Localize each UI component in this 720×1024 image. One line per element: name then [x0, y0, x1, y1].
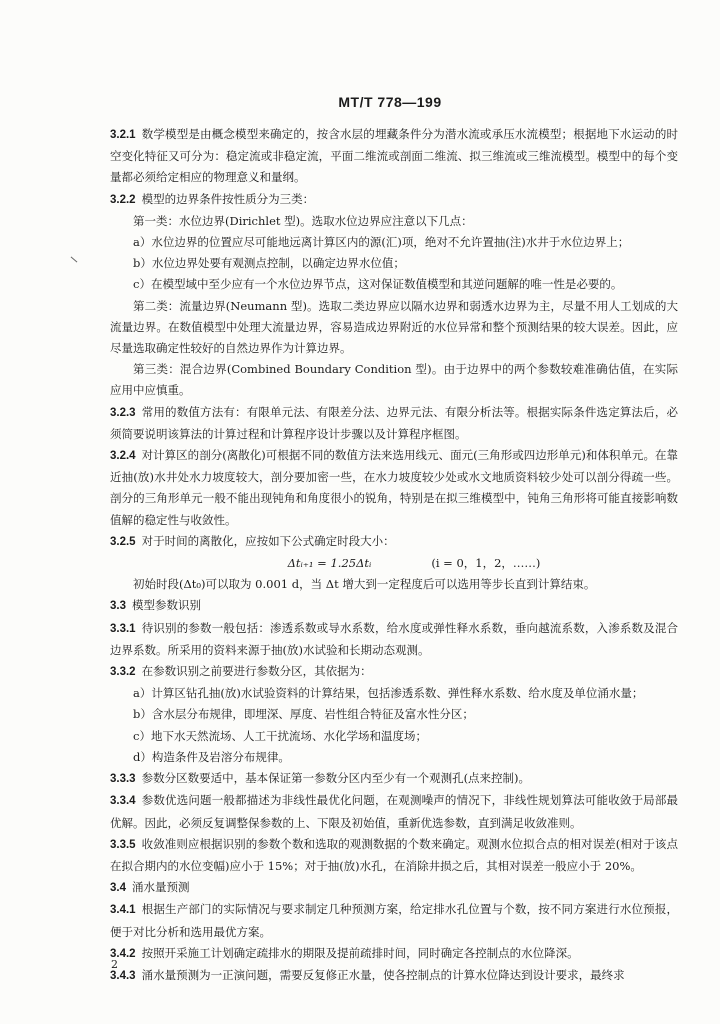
paragraph-text: 模型的边界条件按性质分为三类： [141, 191, 315, 206]
paragraph-text: 涌水量预测为一正演问题，需要反复修正水量，使各控制点的计算水位降达到设计要求，最终求 [141, 967, 625, 982]
clause-number: 3.3.5 [110, 838, 136, 851]
paragraph [110, 253, 678, 274]
clause-number: 3.2.1 [110, 129, 136, 141]
paragraph [110, 232, 678, 253]
paragraph-text: a）水位边界的位置应尽可能地远离计算区内的源(汇)项，绝对不允许置抽(注)水井于水位边界上； [133, 235, 630, 250]
paragraph [110, 683, 678, 704]
paragraph-text: c）在模型域中至少应有一个水位边界节点，这对保证数值模型和其逆问题解的唯一性是必要的。 [133, 277, 623, 292]
paragraph [110, 965, 678, 987]
paragraph-text: 按照开采施工计划确定疏排水的期限及提前疏排时间，同时确定各控制点的水位降深。 [141, 945, 579, 960]
paragraph-text: c）地下水天然流场、人工干扰流场、水化学场和温度场； [133, 728, 427, 743]
page-header [0, 92, 720, 111]
paragraph [110, 359, 678, 401]
clause-number: 3.3.2 [110, 666, 136, 679]
margin-mark [71, 257, 78, 263]
paragraph [110, 296, 678, 360]
paragraph [110, 790, 678, 833]
paragraph-text: 对计算区的剖分(离散化)可根据不同的数值方法来选用线元、面元(三角形或四边形单元)和体积单元。在靠近抽(放)水井处水力坡度较大，剖分要加密一些，在水力坡度较少处或水文地质资料较少处可以剖分得疏一些。剖分的三角形单元一般不能出现钝角和角度很小的锐角，特别是在拟三维模型中，钝角三角形将可能直接影响数值解的稳定性与收敛性。 [110, 448, 678, 527]
paragraph [110, 445, 678, 531]
paragraph-text: a）计算区钻孔抽(放)水试验资料的计算结果，包括渗透系数、弹性释水系数、给水度及单位涌水量； [133, 686, 644, 701]
page-number: 2 [111, 958, 118, 971]
paragraph-text: 数学模型是由概念模型来确定的，按含水层的埋藏条件分为潜水流或承压水流模型；根据地下水运动的时空变化特征又可分为：稳定流或非稳定流，平面二维流或剖面二维流、拟三维流或三维流模型。模型中的每个变量都必须给定相应的物理意义和量纲。 [110, 127, 678, 185]
clause-number: 3.3.4 [110, 795, 136, 808]
paragraph [110, 124, 678, 189]
paragraph [110, 943, 678, 965]
paragraph-text: 参数优选问题一般都描述为非线性最优化问题，在观测噪声的情况下，非线性规划算法可能收敛于局部最优解。因此，必须反复调整保参数的上、下限及初始值，重新优选参数，直到满足收敛准则。 [110, 793, 678, 830]
clause-number: 3.2.2 [110, 193, 136, 206]
document-body [110, 124, 678, 987]
paragraph-text: 根据生产部门的实际情况与要求制定几种预测方案，给定排水孔位置与个数，按不同方案进行水位预报，便于对比分析和选用最优方案。 [110, 902, 678, 939]
paragraph-text: 涌水量预测 [132, 880, 190, 895]
section-heading [110, 877, 678, 899]
paragraph-text: 第三类：混合边界(Combined Boundary Condition 型)。由于边界中的两个参数较难准确估值，在实际应用中应慎重。 [110, 362, 678, 398]
formula-condition: (i = 0，1，2，……) [431, 556, 541, 571]
standard-code: MT/T 778—199 [338, 94, 442, 110]
paragraph [110, 726, 678, 747]
clause-number: 3.4 [110, 882, 126, 895]
clause-number: 3.3.1 [110, 622, 136, 635]
paragraph-text: b）含水层分布规律，即埋深、厚度、岩性组合特征及富水性分区； [133, 707, 474, 722]
paragraph [110, 274, 678, 295]
paragraph [110, 189, 678, 211]
paragraph [110, 768, 678, 790]
paragraph-text: 参数分区数要适中，基本保证第一参数分区内至少有一个观测孔(点来控制)。 [141, 771, 531, 786]
paragraph-text: 待识别的参数一般包括：渗透系数或导水系数，给水度或弹性释水系数，垂向越流系数，入渗系数及混合边界系数。所采用的资料来源于抽(放)水试验和长期动态观测。 [110, 620, 678, 657]
clause-number: 3.4.1 [110, 904, 136, 917]
paragraph-text: d）构造条件及岩溶分布规律。 [133, 749, 290, 764]
paragraph [110, 618, 678, 661]
paragraph [110, 747, 678, 768]
paragraph [110, 531, 678, 553]
paragraph [110, 402, 678, 445]
paragraph [110, 661, 678, 683]
paragraph [110, 834, 678, 877]
paragraph [110, 899, 678, 942]
paragraph-text: 初始时段(Δt₀)可以取为 0.001 d，当 Δt 增大到一定程度后可以选用等步长直到计算结束。 [133, 577, 596, 592]
clause-number: 3.4.2 [110, 947, 136, 960]
paragraph-text: 第一类：水位边界(Dirichlet 型)。选取水位边界应注意以下几点： [133, 213, 473, 228]
paragraph-text: 对于时间的离散化，应按如下公式确定时段大小： [141, 533, 395, 548]
paragraph-text: b）水位边界处要有观测点控制，以确定边界水位值； [133, 256, 405, 271]
clause-number: 3.3 [110, 600, 126, 613]
formula [110, 553, 678, 574]
clause-number: 3.3.3 [110, 773, 136, 786]
paragraph-text: 模型参数识别 [132, 598, 201, 613]
clause-number: 3.2.5 [110, 535, 136, 548]
paragraph-text: 常用的数值方法有：有限单元法、有限差分法、边界元法、有限分析法等。根据实际条件选定算法后，必须简要说明该算法的计算过程和计算程序设计步骤以及计算程序框图。 [110, 404, 678, 441]
paragraph-text: 第二类：流量边界(Neumann 型)。选取二类边界应以隔水边界和弱透水边界为主，尽量不用人工划成的大流量边界。在数值模型中处理大流量边界，容易造成边界附近的水位异常和整个预测结果的较大误差。因此，应尽量选取确定性较好的自然边界作为计算边界。 [110, 298, 678, 356]
clause-number: 3.4.3 [110, 969, 136, 982]
paragraph-text: 在参数识别之前要进行参数分区，其依据为： [141, 664, 372, 679]
section-heading [110, 595, 678, 617]
clause-number: 3.2.4 [110, 450, 136, 463]
paragraph [110, 211, 678, 232]
paragraph-text: 收敛准则应根据识别的参数个数和选取的观测数据的个数来确定。观测水位拟合点的相对误差(相对于该点在拟合期内的水位变幅)应小于 15%；对于抽(放)水孔，在消除井损之后，其相对误差一般应小于 20%。 [110, 836, 678, 873]
paragraph [110, 704, 678, 725]
paragraph [110, 574, 678, 595]
formula-expression: Δtᵢ₊₁ = 1.25Δtᵢ [287, 556, 372, 571]
clause-number: 3.2.3 [110, 406, 136, 419]
